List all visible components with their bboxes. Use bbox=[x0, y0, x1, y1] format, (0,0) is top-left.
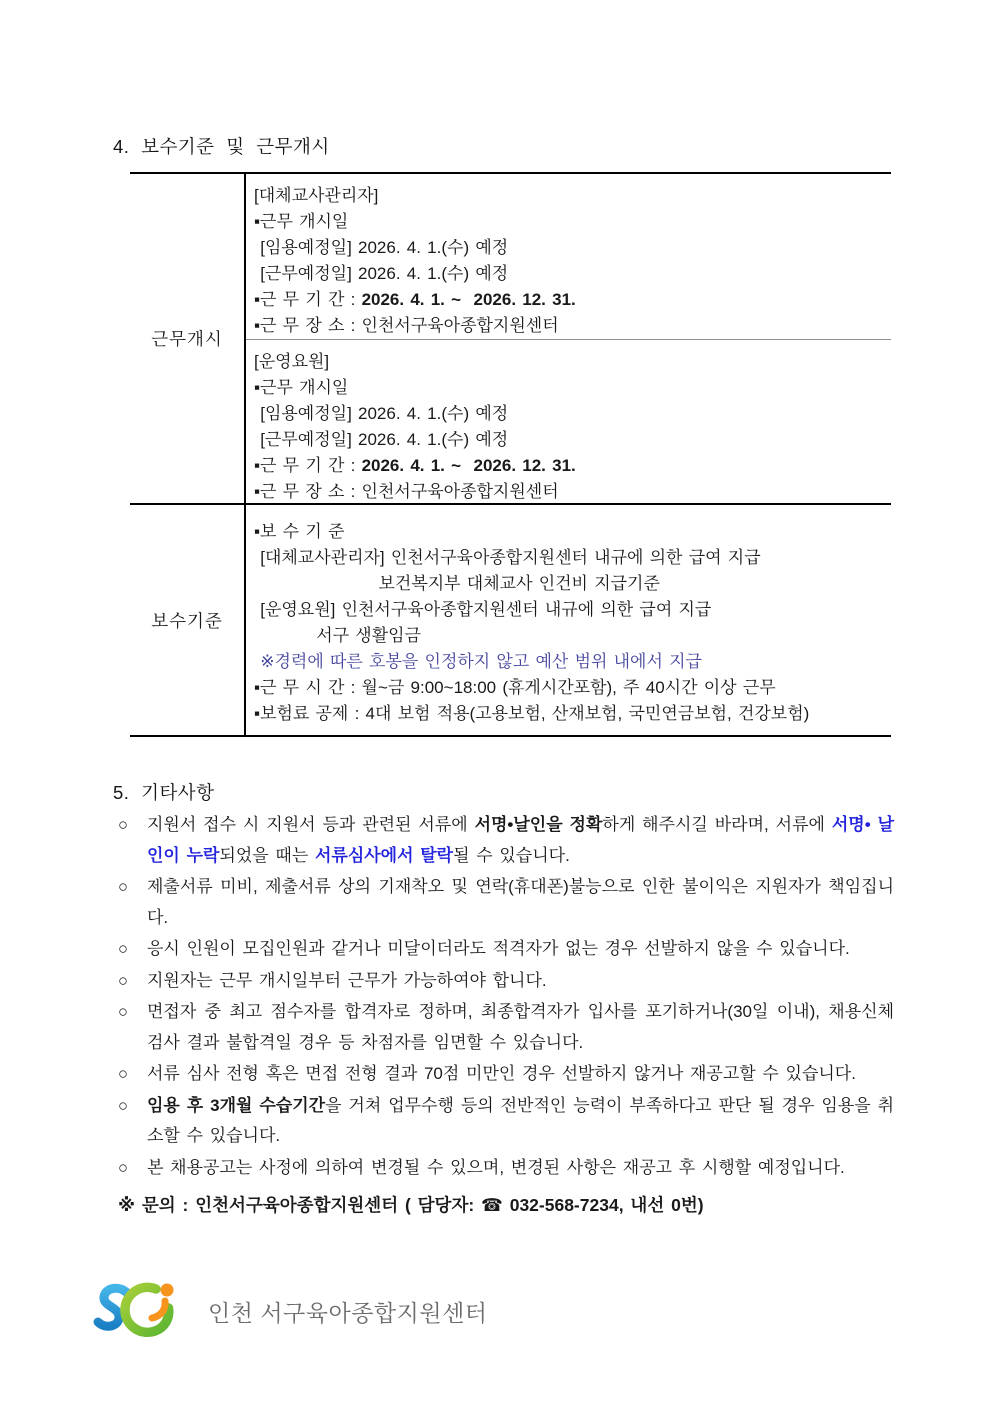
cell-line: 보건복지부 대체교사 인건비 지급기준 bbox=[254, 574, 660, 593]
table-row-work-start bbox=[130, 174, 891, 505]
work-start-row-label: 근무개시 bbox=[151, 329, 223, 349]
list-item-text: 지원자는 근무 개시일부터 근무가 가능하여야 합니다. bbox=[147, 970, 547, 990]
circle-bullet-icon: ○ bbox=[118, 971, 128, 990]
list-item-text: 응시 인원이 모집인원과 같거나 미달이더라도 적격자가 없는 경우 선발하지 않을 수 있습니다. bbox=[147, 939, 850, 958]
list-item bbox=[118, 872, 894, 933]
table-row-pay-standard bbox=[130, 505, 891, 735]
cell-line: [운영요원] bbox=[254, 352, 330, 371]
cell-line: [임용예정일] 2026. 4. 1.(수) 예정 bbox=[254, 238, 509, 257]
cell-line: [대체교사관리자] 인천서구육아종합지원센터 내규에 의한 급여 지급 bbox=[254, 548, 761, 567]
circle-bullet-icon: ○ bbox=[118, 1003, 128, 1021]
cell-line: [근무예정일] 2026. 4. 1.(수) 예정 bbox=[254, 430, 509, 449]
circle-bullet-icon: ○ bbox=[118, 1065, 128, 1083]
list-item-text: 본 채용공고는 사정에 의하여 변경될 수 있으며, 변경된 사항은 재공고 후 시행할 예정입니다. bbox=[147, 1157, 845, 1177]
cell-line: [임용예정일] 2026. 4. 1.(수) 예정 bbox=[254, 404, 509, 423]
list-item-text: 지원서 접수 시 지원서 등과 관련된 서류에 서명•날인을 정확하게 해주시길 바라며, 서류에 서명• 날인이 누락되었을 때는 서류심사에서 탈락될 수 있습니다. bbox=[147, 815, 894, 865]
cell-line: ▪근 무 기 간 : 2026. 4. 1. ~ 2026. 12. 31. bbox=[254, 290, 576, 309]
list-item bbox=[118, 1059, 894, 1090]
center-logo-text: 인천 서구육아종합지원센터 bbox=[208, 1299, 488, 1326]
list-item bbox=[118, 934, 894, 965]
circle-bullet-icon: ○ bbox=[118, 1096, 128, 1115]
list-item bbox=[118, 1091, 894, 1152]
list-item bbox=[118, 810, 894, 871]
center-logo-icon bbox=[92, 1278, 196, 1344]
pay-standard-cell bbox=[246, 505, 891, 735]
cell-line: ※경력에 따른 호봉을 인정하지 않고 예산 범위 내에서 지급 bbox=[254, 652, 702, 671]
section4-heading: 4. 보수기준 및 근무개시 bbox=[113, 136, 330, 157]
list-item-text: 면접자 중 최고 점수자를 합격자로 정하며, 최종합격자가 입사를 포기하거나(30일 이내), 채용신체 검사 결과 불합격일 경우 등 차점자를 임면할 수 있습니다. bbox=[147, 1002, 894, 1052]
cell-line: ▪근 무 기 간 : 2026. 4. 1. ~ 2026. 12. 31. bbox=[254, 456, 576, 475]
list-item-text: 서류 심사 전형 혹은 면접 전형 결과 70점 미만인 경우 선발하지 않거나 재공고할 수 있습니다. bbox=[147, 1064, 856, 1083]
cell-line: ▪보험료 공제 : 4대 보험 적용(고용보험, 산재보험, 국민연금보험, 건강보험) bbox=[254, 704, 810, 723]
list-item-text: 제출서류 미비, 제출서류 상의 기재착오 및 연락(휴대폰)불능으로 인한 불이익은 지원자가 책임집니다. bbox=[147, 877, 894, 927]
cell-line: ▪근무 개시일 bbox=[254, 212, 349, 231]
list-item-text: 임용 후 3개월 수습기간을 거쳐 업무수행 등의 전반적인 능력이 부족하다고 판단 될 경우 임용을 취소할 수 있습니다. bbox=[147, 1095, 894, 1145]
cell-line: [대체교사관리자] bbox=[254, 186, 379, 205]
cell-line: ▪근무 개시일 bbox=[254, 378, 349, 397]
cell-line: ▪근 무 시 간 : 월~금 9:00~18:00 (휴게시간포함), 주 40시간 이상 근무 bbox=[254, 678, 776, 697]
circle-bullet-icon: ○ bbox=[118, 940, 128, 958]
circle-bullet-icon: ○ bbox=[118, 816, 128, 834]
cell-line: ▪보 수 기 준 bbox=[254, 522, 345, 541]
inquiry-contact-line: ※ 문의 : 인천서구육아종합지원센터 ( 담당자: ☎ 032-568-7234, 내선 0번) bbox=[118, 1195, 704, 1215]
cell-line: ▪근 무 장 소 : 인천서구육아종합지원센터 bbox=[254, 316, 559, 335]
list-item bbox=[118, 966, 894, 997]
circle-bullet-icon: ○ bbox=[118, 878, 128, 896]
list-item bbox=[118, 997, 894, 1058]
pay-standard-row-label: 보수기준 bbox=[151, 610, 223, 631]
cell-line: 서구 생활임금 bbox=[254, 626, 421, 645]
cell-line: ▪근 무 장 소 : 인천서구육아종합지원센터 bbox=[254, 482, 559, 501]
center-logo bbox=[92, 1278, 488, 1344]
cell-line: [운영요원] 인천서구육아종합지원센터 내규에 의한 급여 지급 bbox=[254, 600, 712, 619]
pay-and-workstart-table bbox=[130, 172, 891, 737]
circle-bullet-icon: ○ bbox=[118, 1158, 128, 1177]
cell-line: [근무예정일] 2026. 4. 1.(수) 예정 bbox=[254, 264, 509, 283]
work-start-operations-staff-cell bbox=[246, 340, 891, 503]
other-matters-list bbox=[118, 810, 894, 1184]
section5-heading: 5. 기타사항 bbox=[113, 782, 215, 803]
list-item bbox=[118, 1153, 894, 1184]
work-start-substitute-teacher-manager-cell bbox=[246, 174, 891, 340]
